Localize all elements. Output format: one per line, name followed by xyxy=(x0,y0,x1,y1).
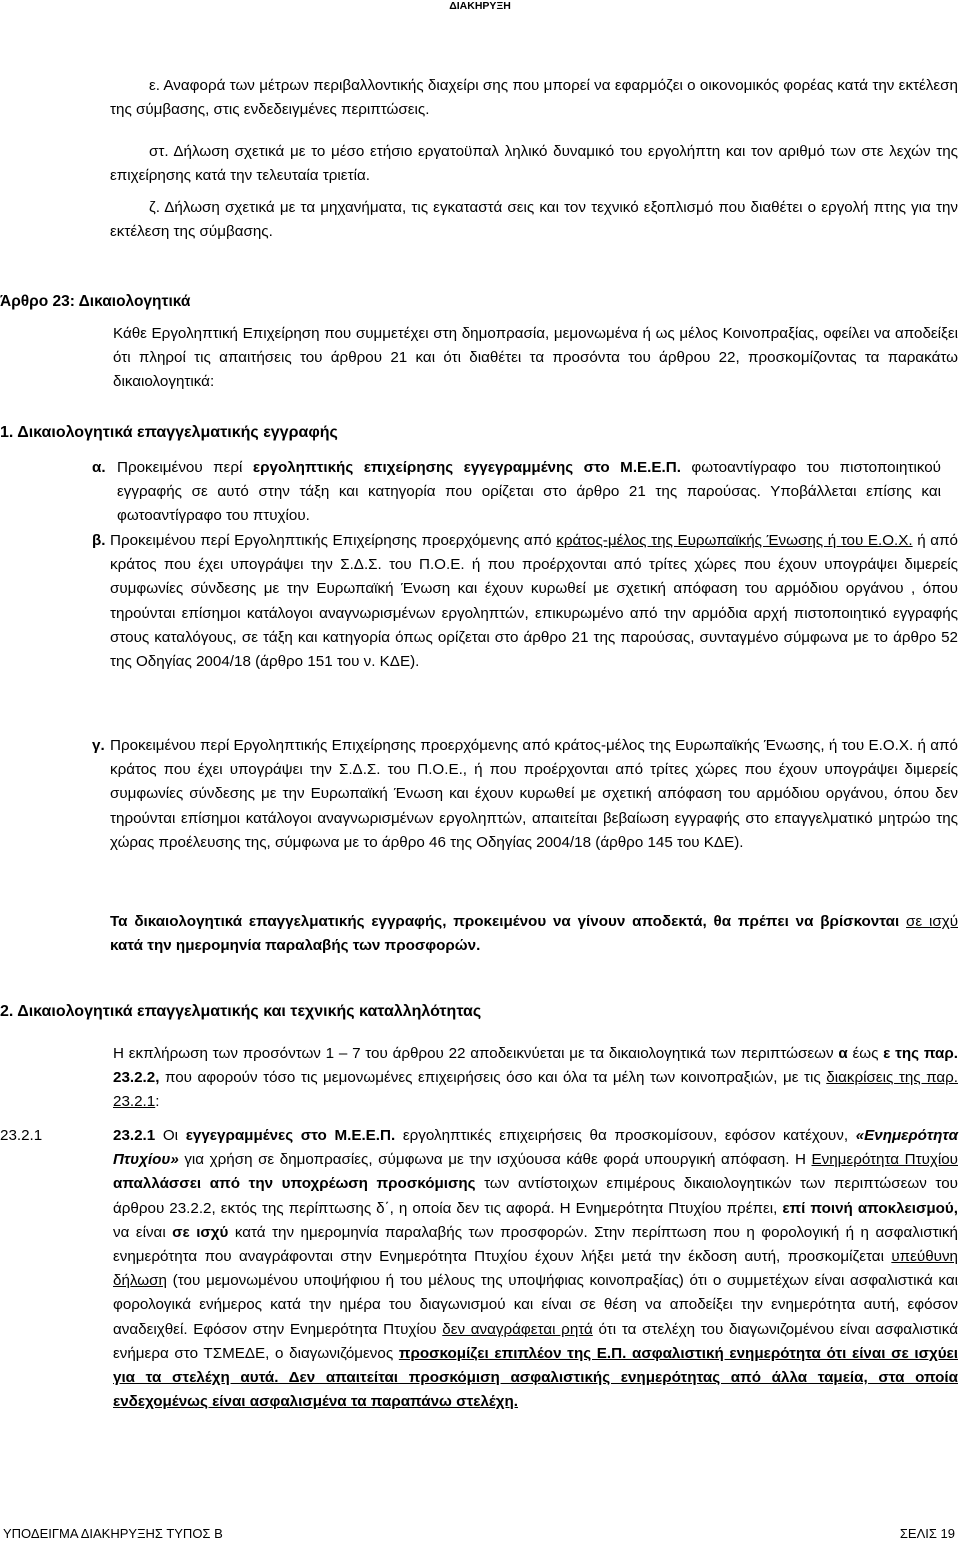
item-b-underline: κράτος-μέλος της Ευρωπαϊκής Ένωσης ή του Ε.Ο.Χ. xyxy=(556,532,913,549)
item-c-label: γ. xyxy=(92,737,105,754)
note-text1: Τα δικαιολογητικά επαγγελματικής εγγραφής, προκειμένου να γίνουν αποδεκτά, θα πρέπει να βρίσκονται xyxy=(110,913,906,930)
ss-b3: απαλλάσσει από την υποχρέωση προσκόμισης xyxy=(113,1175,476,1193)
item-b-label: β. xyxy=(92,532,106,549)
item-a-bold: εργοληπτικής επιχείρησης εγγεγραμμένης στο Μ.Ε.Ε.Π. xyxy=(252,459,681,476)
ss-bu1: προσκομίζει επιπλέον της Ε.Π. ασφαλιστική ενημερότητα ότι είναι σε ισχύει για τα στελέχη αυτά. Δεν απαιτείται προσκόμιση ασφαλιστικής ενημερότητας από άλλα ταμεία, στα οποία ενδεχομένως είναι ασφαλισμένα τα παραπάνω στελέχη. xyxy=(113,1344,958,1411)
article-intro-text: Κάθε Εργοληπτική Επιχείρηση που συμμετέχει στη δημοπρασία, μεμονωμένα ή ως μέλος Κοινοπραξίας, οφείλει να αποδείξει ότι πληροί τις απαιτήσεις του άρθρου 21 και ότι διαθέτει τα προσόντα του άρθρου 22, προσκομίζοντας τα παρακάτω δικαιολογητικά: xyxy=(113,325,958,391)
ss-t1: Οι xyxy=(155,1127,186,1144)
item-z xyxy=(110,196,958,244)
page-header: ΔΙΑΚΗΡΥΞΗ xyxy=(449,0,511,12)
note-text2: κατά την ημερομηνία παραλαβής των προσφορών. xyxy=(110,937,481,955)
subsection-23-2-1 xyxy=(113,1124,958,1414)
ss-t8: (του μεμονωμένου υποψήφιου ή του μέλους της υποψήφιας κοινοπραξίας) ότι ο συμμετέχων είναι ασφαλιστικά και φορολογικά ενήμερος κατά την ημέρα του διαγωνισμού και είναι σε θέση να αποδείξει την ενημερότητα αυτή, εφόσον αναδειχθεί. Εφόσον στην Ενημερότητα Πτυχίου xyxy=(113,1272,958,1338)
footer-left: ΥΠΟΔΕΙΓΜΑ ΔΙΑΚΗΡΥΞΗΣ ΤΥΠΟΣ Β xyxy=(3,1526,223,1541)
item-z-text: ζ. Δήλωση σχετικά με τα μηχανήματα, τις εγκαταστά σεις και τον τεχνικό εξοπλισμό που διαθέτει ο εργολή πτης για την εκτέλεση της σύμβασης. xyxy=(110,199,958,241)
item-a-text xyxy=(117,456,941,529)
ss-b2: εγγεγραμμένες στο Μ.Ε.Ε.Π. xyxy=(185,1127,396,1144)
item-b-text2: ή από κράτος που έχει υπογράψει την Σ.Δ.Σ. του Π.Ο.Ε. ή που προέρχονται από τρίτες χώρες που έχουν υπογράψει διμερείς συμφωνίες σύνδεσης με την Ευρωπαϊκή Ένωση και έχουν κυρωθεί με σχετική απόφαση του αρμόδιου οργάνου , όπου τηρούνται επίσημοι κατάλογοι αναγνωρισμένων εργοληπτών, επικυρωμένο από την αρμόδια αρχή πιστοποιητικό εγγραφής στους καταλόγους, σε τάξη και κατηγορία όπως ορίζεται στο άρθρο 21 της παρούσας, συνταγμένο σύμφωνα με το άρθρο 52 της Οδηγίας 2004/18 (άρθρο 151 του ν. ΚΔΕ). xyxy=(110,532,958,671)
s2-b1: α xyxy=(838,1045,848,1062)
ss-t5: των αντίστοιχων επιμέρους δικαιολογητικών των περιπτώσεων του άρθρου 23.2.2, εκτός της περίπτωσης δ΄, η οποία δεν τις αφορά. Η Ενημερότητα Πτυχίου πρέπει, xyxy=(113,1175,958,1217)
item-c xyxy=(110,734,958,855)
item-st-text: στ. Δήλωση σχετικά με το μέσο ετήσιο εργατοϋπαλ ληλικό δυναμικό του εργολήπτη και τον αριθμό των στε λεχών της επιχείρησης κατά την τελευταία τριετία. xyxy=(110,143,958,185)
ss-u2: υπεύθυνη δήλωση xyxy=(113,1248,958,1290)
s2-b2: ε της παρ. 23.2.2, xyxy=(113,1045,958,1087)
section1-note xyxy=(110,910,958,958)
ss-u3: δεν αναγράφεται ρητά xyxy=(442,1320,593,1338)
item-b-text xyxy=(110,529,958,674)
section1-note-text xyxy=(110,910,958,958)
item-e-text: ε. Αναφορά των μέτρων περιβαλλοντικής διαχείρι σης που μπορεί να εφαρμόζει ο οικονομικός φορέας κατά την εκτέλεση της σύμβασης, στις ενδεδειγμένες περιπτώσεις. xyxy=(110,77,958,119)
ss-t3: για χρήση σε δημοπρασίες, σύμφωνα με την ισχύουσα κάθε φορά υπουργική απόφαση. Η xyxy=(178,1151,812,1169)
ss-t6: να είναι xyxy=(113,1223,173,1241)
ss-t2: εργοληπτικές επιχειρήσεις θα προσκομίσουν, εφόσον κατέχουν, xyxy=(395,1127,856,1144)
footer-page-number: ΣΕΛΙΣ 19 xyxy=(899,1526,955,1541)
ss-t7: κατά την ημερομηνία παραλαβής των προσφορών. Στην περίπτωση που η φορολογική ή η ασφαλιστική ενημερότητα που αναγράφονται στην Ενημερότητα Πτυχίου έχουν λήξει μετά την έκδοση αυτή, προσκομίζεται xyxy=(113,1223,958,1266)
s2-u1: διακρίσεις της παρ. 23.2.1 xyxy=(113,1069,958,1111)
s2-t1: Η εκπλήρωση των προσόντων 1 – 7 του άρθρου 22 αποδεικνύεται με τα δικαιολογητικά των περιπτώσεων xyxy=(113,1045,839,1062)
item-e xyxy=(110,74,958,122)
s2-t4: : xyxy=(155,1093,160,1111)
ss-bi1: «Ενημερότητα Πτυχίου» xyxy=(113,1127,958,1169)
ss-b1: 23.2.1 xyxy=(113,1127,156,1144)
section2-title: 2. Δικαιολογητικά επαγγελματικής και τεχνικής καταλληλότητας xyxy=(0,1003,482,1020)
ss-u1: Ενημερότητα Πτυχίου xyxy=(811,1151,958,1169)
item-b xyxy=(110,529,958,674)
item-a-text1: Προκειμένου περί xyxy=(117,459,253,476)
ss-t9: ότι τα στελέχη του διαγωνιζομένου είναι ασφαλιστικά ενήμερα στο ΤΣΜΕΔΕ, ο διαγωνιζόμενος xyxy=(113,1320,958,1362)
note-underline: σε ισχύ xyxy=(906,913,958,930)
ss-b5: σε ισχύ xyxy=(172,1223,229,1241)
s2-t3: που αφορούν τόσο τις μεμονωμένες επιχειρήσεις όσο και όλα τα μέλη των κοινοπραξιών, με τις xyxy=(159,1069,827,1087)
section2-intro-text xyxy=(113,1042,958,1115)
article-title: Άρθρο 23: Δικαιολογητικά xyxy=(0,293,191,310)
item-a-label: α. xyxy=(92,459,106,476)
section1-title: 1. Δικαιολογητικά επαγγελματικής εγγραφής xyxy=(0,424,338,441)
subsection-label: 23.2.1 xyxy=(0,1127,43,1144)
item-b-text1: Προκειμένου περί Εργοληπτικής Επιχείρησης προερχόμενης από xyxy=(110,532,557,549)
item-a xyxy=(117,456,941,529)
s2-t2: έως xyxy=(847,1045,884,1062)
ss-b4: επί ποινή αποκλεισμού, xyxy=(782,1199,958,1217)
item-c-text: Προκειμένου περί Εργοληπτικής Επιχείρησης προερχόμενης από κράτος-μέλος της Ευρωπαϊκής Ένωσης, ή του Ε.Ο.Χ. ή από κράτος που έχει υπογράψει την Σ.Δ.Σ. του Π.Ο.Ε., ή που προέρχονται από τρίτες χώρες που έχουν υπογράψει διμερείς συμφωνίες σύνδεσης με την Ευρωπαϊκή Ένωση και έχουν κυρωθεί με σχετική απόφαση του αρμόδιου οργάνου, όπου δεν τηρούνται επίσημοι κατάλογοι αναγνωρισμένων εργοληπτών, απαιτείται βεβαίωση εγγραφής στο επαγγελματικό μητρώο της χώρας προέλευσης της, σύμφωνα με το άρθρο 46 της Οδηγίας 2004/18 (άρθρο 145 του ΚΔΕ). xyxy=(110,737,958,851)
article-intro xyxy=(113,322,958,395)
subsection-text xyxy=(113,1124,958,1414)
section2-intro xyxy=(113,1042,958,1115)
item-st xyxy=(110,140,958,188)
item-a-text2: φωτοαντίγραφο του πιστοποιητικού εγγραφής σε αυτό στην τάξη και κατηγορία που ορίζεται στο άρθρο 21 της παρούσας. Υποβάλλεται επίσης και φωτοαντίγραφο του πτυχίου. xyxy=(117,459,941,525)
